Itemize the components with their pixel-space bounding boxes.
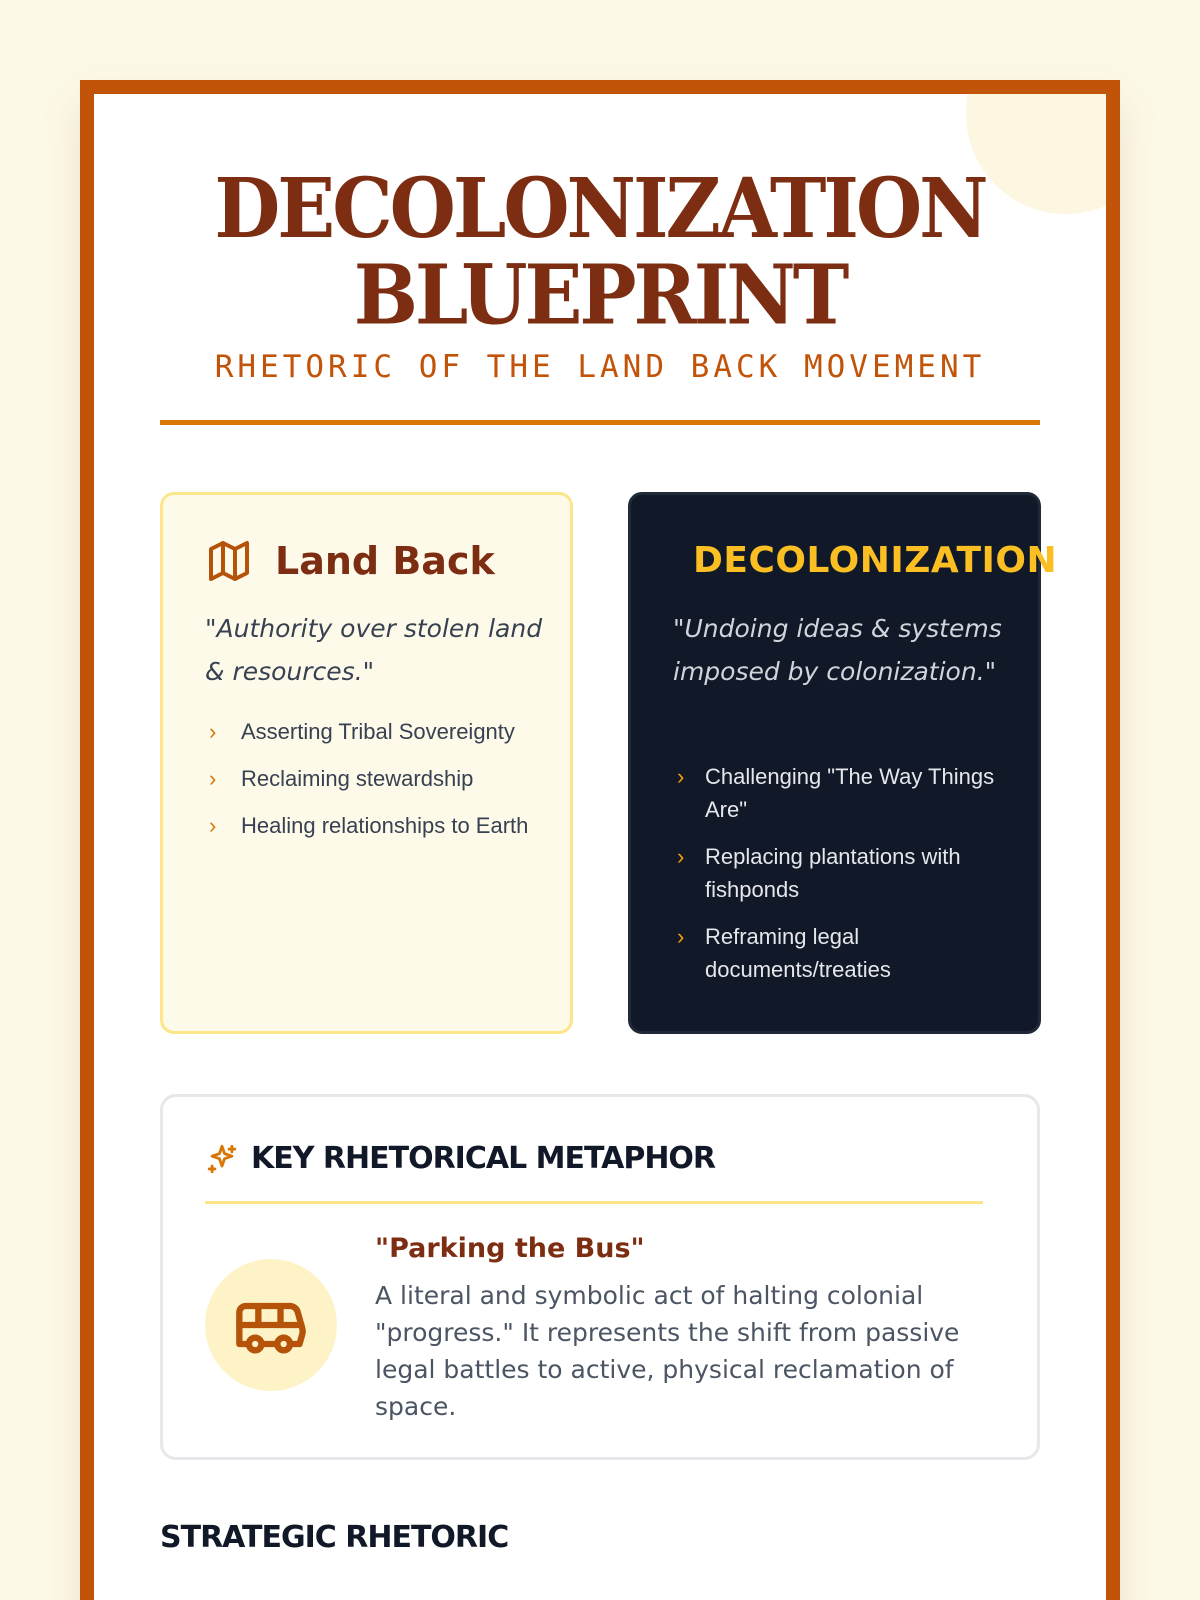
metaphor-header	[205, 1141, 715, 1176]
decolonization-quote: "Undoing ideas & systems imposed by colonization."	[673, 614, 1002, 686]
land-back-quote: "Authority over stolen land & resources."	[205, 614, 543, 686]
decolonization-title: DECOLONIZATION	[693, 540, 1058, 581]
list-item: › Challenging "The Way Things Are"	[673, 760, 1023, 826]
chevron-right-icon: ›	[209, 766, 217, 791]
decolonization-list	[673, 760, 1023, 1000]
chevron-right-icon: ›	[209, 719, 217, 744]
chevron-right-icon: ›	[677, 924, 685, 949]
chevron-right-icon: ›	[677, 764, 685, 789]
infographic-frame	[80, 80, 1120, 1600]
chevron-right-icon: ›	[677, 844, 685, 869]
header-divider	[160, 420, 1040, 425]
list-item: › Replacing plantations with fishponds	[673, 840, 1023, 906]
chevron-right-icon: ›	[209, 813, 217, 838]
metaphor-heading: KEY RHETORICAL METAPHOR	[251, 1141, 716, 1176]
decolonization-card	[628, 492, 1058, 1034]
list-item: › Healing relationships to Earth	[205, 809, 555, 842]
land-back-list	[205, 715, 555, 856]
land-back-title: Land Back	[275, 539, 495, 583]
sparkles-icon	[205, 1142, 239, 1176]
bus-icon	[233, 1287, 309, 1363]
page-subtitle: RHETORIC OF THE LAND BACK MOVEMENT	[214, 349, 986, 385]
list-item: › Reclaiming stewardship	[205, 762, 555, 795]
strategic-heading: STRATEGIC RHETORIC	[160, 1520, 509, 1555]
land-back-card	[160, 492, 573, 1034]
page-title: DECOLONIZATION BLUEPRINT	[214, 160, 986, 343]
metaphor-divider	[205, 1201, 983, 1204]
list-item: › Reframing legal documents/treaties	[673, 920, 1023, 986]
metaphor-card	[160, 1094, 1040, 1460]
list-item: › Asserting Tribal Sovereignty	[205, 715, 555, 748]
metaphor-quote: "Parking the Bus"	[375, 1233, 645, 1264]
land-back-header	[205, 537, 495, 585]
map-icon	[205, 537, 253, 585]
metaphor-description: A literal and symbolic act of halting colonial "progress." It represents the shift from passive legal battles to active, physical reclamation of space.	[375, 1281, 960, 1421]
bus-badge	[205, 1259, 337, 1391]
